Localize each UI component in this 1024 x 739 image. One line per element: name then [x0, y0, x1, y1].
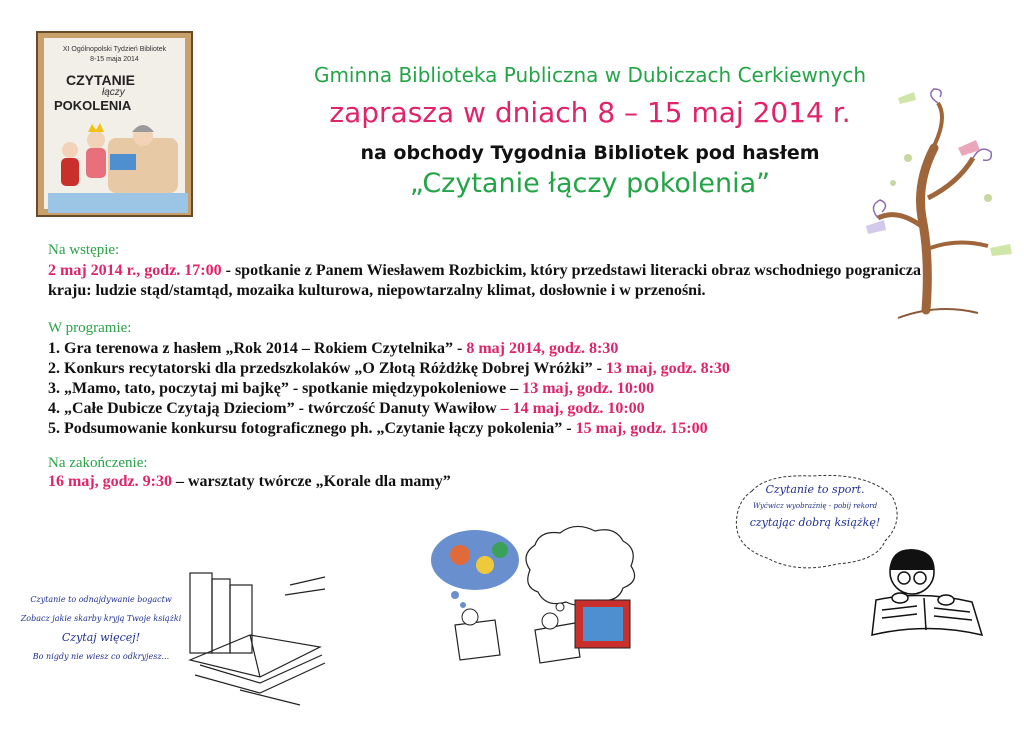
- reading-note: [16, 590, 186, 666]
- program-item-text: 2. Konkurs recytatorski dla przedszkolaków „O Złotą Różdżkę Dobrej Wróżki” -: [48, 360, 606, 377]
- intro-description: - spotkanie z Panem Wiesławem Rozbickim, który przedstawi literacki obraz wschodniego pogranicza kraju: ludzie stąd/stamtąd, mozaika kulturowa, niepowtarzalny klimat, dosłownie i w przenośni.: [48, 262, 921, 299]
- intro-paragraph: [48, 261, 928, 301]
- closing-line: [48, 472, 451, 492]
- program-item: [48, 379, 730, 399]
- motto-title: „Czytanie łączy pokolenia”: [409, 168, 771, 199]
- program-item-text: 3. „Mamo, tato, poczytaj mi bajkę” - spotkanie międzypokoleniowe –: [48, 380, 523, 397]
- poster-event-line: XI Ogólnopolski Tydzień Bibliotek: [62, 46, 167, 53]
- closing-datetime: 16 maj, godz. 9:30: [48, 473, 172, 490]
- poster-title-word-3: POKOLENIA: [54, 98, 132, 113]
- closing-heading: Na zakończenie:: [48, 455, 148, 471]
- reader-with-book-illustration: [862, 540, 992, 650]
- occasion-line: na obchody Tygodnia Bibliotek pod hasłem: [360, 142, 820, 164]
- program-item: [48, 419, 730, 439]
- organization-name: Gminna Biblioteka Publiczna w Dubiczach Cerkiewnych: [313, 63, 867, 87]
- program-item: [48, 359, 730, 379]
- reading-note-line: Zobacz jakie skarby kryją Twoje książki: [20, 614, 182, 623]
- program-item-text: 1. Gra terenowa z hasłem „Rok 2014 – Rokiem Czytelnika” -: [48, 340, 467, 357]
- bubble-line: Wyćwicz wyobraźnię - pobij rekord: [752, 502, 878, 510]
- poster-title-word-2: łączy: [102, 87, 125, 98]
- poster-illustration: [48, 118, 188, 213]
- program-item-text: 5. Podsumowanie konkursu fotograficznego ph. „Czytanie łączy pokolenia” -: [48, 420, 576, 437]
- program-item-datetime: 13 maj, godz. 8:30: [605, 360, 730, 377]
- readers-cartoon: [425, 525, 665, 670]
- intro-heading: Na wstępie:: [48, 242, 120, 258]
- program-item-text: 4. „Całe Dubicze Czytają Dzieciom” - twórczość Danuty Wawiłow: [48, 400, 501, 417]
- program-list: [48, 339, 730, 439]
- speech-bubble-text: [732, 480, 898, 529]
- program-item-datetime: 13 maj, godz. 10:00: [522, 380, 655, 397]
- reading-note-line: Bo nigdy nie wiesz co odkryjesz...: [32, 652, 170, 661]
- program-heading: W programie:: [48, 320, 132, 336]
- program-item-datetime: – 14 maj, godz. 10:00: [500, 400, 645, 417]
- program-item: [48, 339, 730, 359]
- books-illustration: [180, 565, 330, 710]
- reading-note-line: Czytanie to odnajdywanie bogactw: [30, 595, 172, 604]
- reading-note-line: Czytaj więcej!: [61, 631, 141, 644]
- bubble-line: czytając dobrą książkę!: [749, 516, 881, 529]
- program-item-datetime: 15 maj, godz. 15:00: [575, 420, 708, 437]
- poster-title-word-1: CZYTANIE: [66, 72, 135, 88]
- poster-date-line: 8-15 maja 2014: [90, 56, 139, 63]
- bubble-line: Czytanie to sport.: [765, 483, 865, 496]
- closing-description: – warsztaty twórcze „Korale dla mamy”: [171, 473, 451, 490]
- poster-cover-image: [36, 31, 193, 217]
- program-item: [48, 399, 730, 419]
- program-item-datetime: 8 maj 2014, godz. 8:30: [466, 340, 619, 357]
- intro-datetime: 2 maj 2014 r., godz. 17:00: [48, 262, 222, 279]
- invitation-dates: zaprasza w dniach 8 – 15 maj 2014 r.: [329, 96, 851, 129]
